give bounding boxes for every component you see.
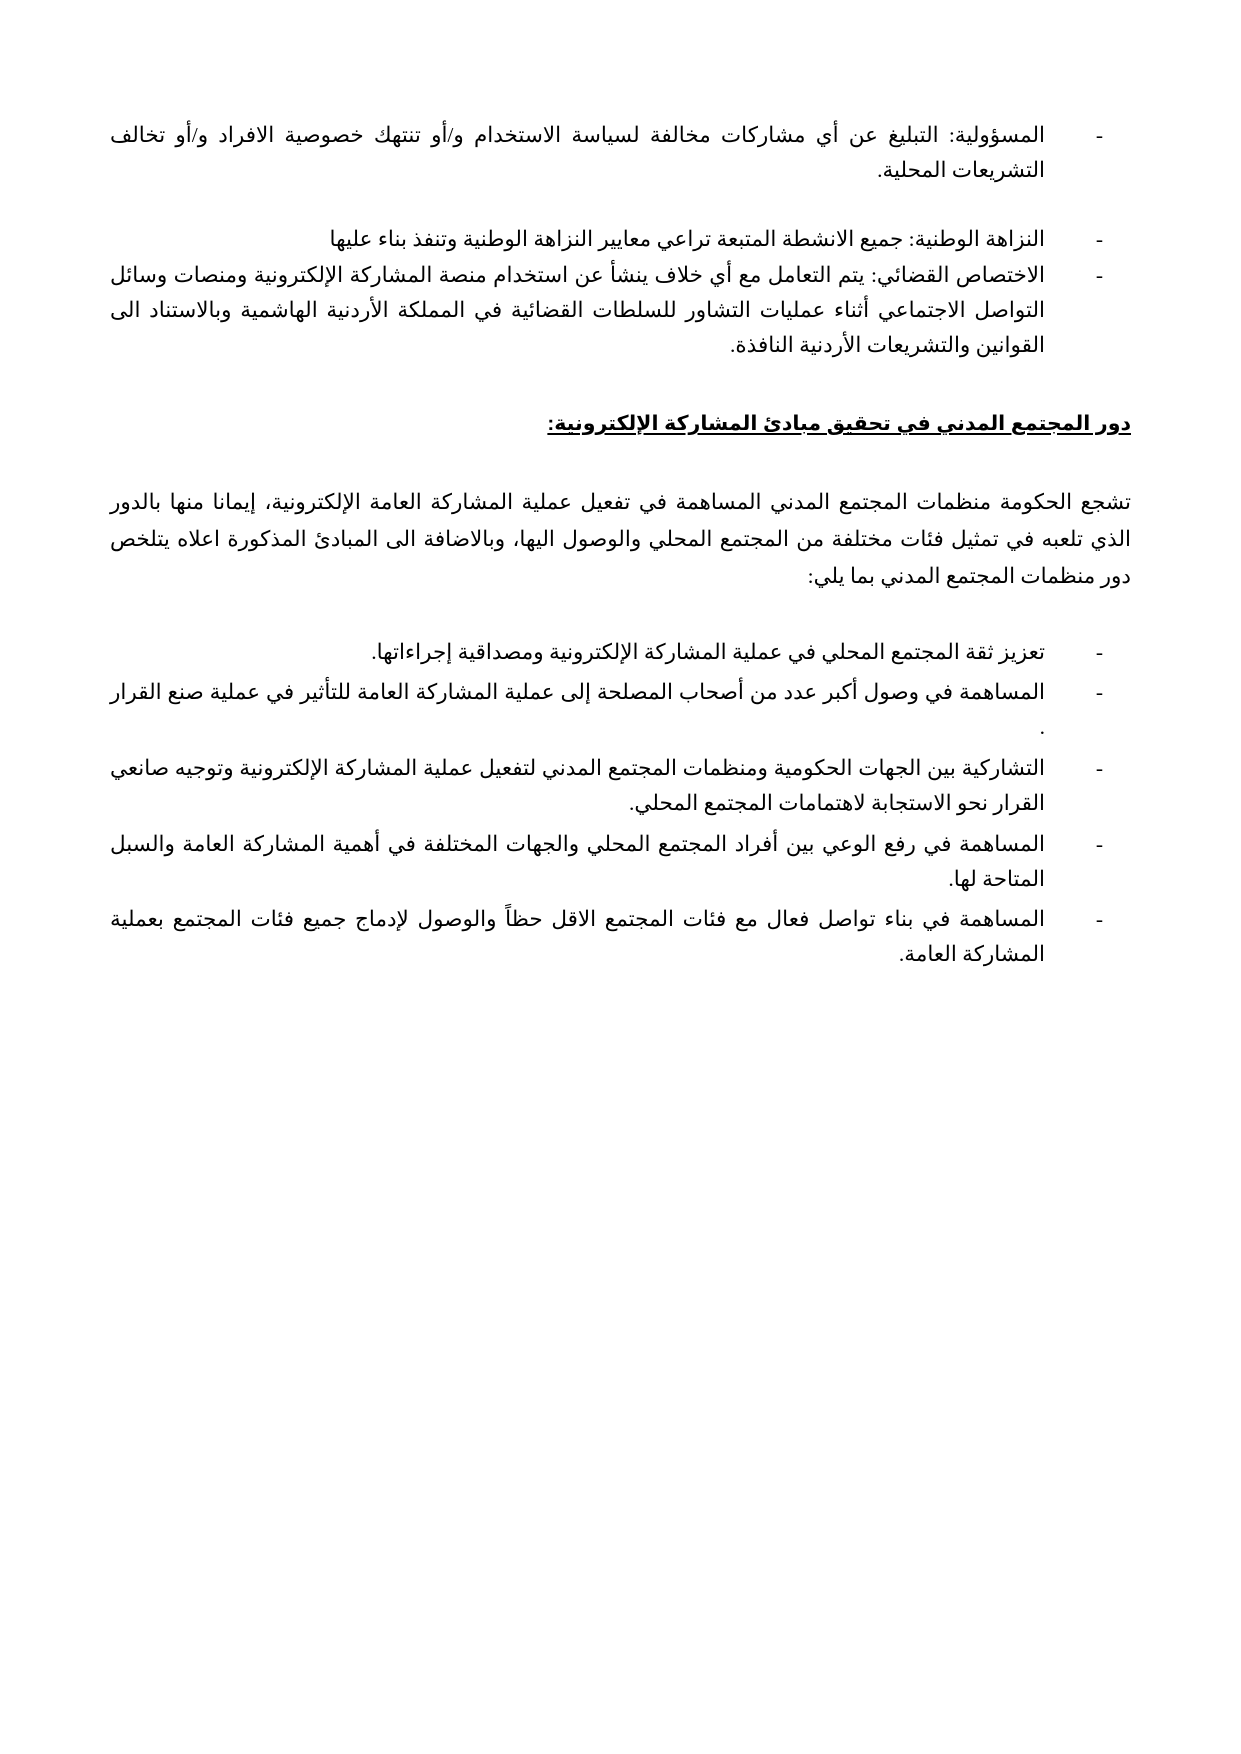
list-item [110,258,1131,362]
list-item-text: المسؤولية: التبليغ عن أي مشاركات مخالفة لسياسة الاستخدام و/أو تنتهك خصوصية الافراد و/أو تخالف التشريعات المحلية. [110,123,1045,182]
list-item [110,751,1131,821]
page-content [110,118,1131,978]
bullet-dash-icon: - [1095,263,1103,288]
bullet-dash-icon: - [1095,831,1103,856]
bullet-dash-icon: - [1095,226,1103,251]
list-item-text: الاختصاص القضائي: يتم التعامل مع أي خلاف ينشأ عن استخدام منصة المشاركة الإلكترونية ومنصات وسائل التواصل الاجتماعي أثناء عمليات التشاور للسلطات القضائية في المملكة الأردنية الهاشمية وبالاستناد الى القوانين والتشريعات الأردنية النافذة. [110,263,1045,358]
responsibility-bullet-list [110,118,1131,363]
section-heading: دور المجتمع المدني في تحقيق مبادئ المشاركة الإلكترونية: [547,411,1131,435]
bullet-dash-icon: - [1095,123,1103,147]
list-item-text: المساهمة في رفع الوعي بين أفراد المجتمع المحلي والجهات المختلفة في أهمية المشاركة العامة والسبل المتاحة لها. [110,831,1045,891]
bullet-dash-icon: - [1095,680,1103,705]
list-item [110,635,1131,670]
bullet-dash-icon: - [1095,756,1103,781]
list-item [110,827,1131,897]
list-item-text: النزاهة الوطنية: جميع الانشطة المتبعة تراعي معايير النزاهة الوطنية وتنفذ بناء عليها [329,226,1045,251]
list-item [110,675,1131,745]
list-item-text: المساهمة في بناء تواصل فعال مع فئات المجتمع الاقل حظاً والوصول لإدماج جميع فئات المجتمع بعملية المشاركة العامة. [110,907,1045,967]
list-item [110,118,1131,188]
list-item-text: تعزيز ثقة المجتمع المحلي في عملية المشاركة الإلكترونية ومصداقية إجراءاتها. [371,639,1045,664]
civil-society-role-bullet-list [110,635,1131,972]
intro-paragraph: تشجع الحكومة منظمات المجتمع المدني المساهمة في تفعيل عملية المشاركة العامة الإلكترونية، إيمانا منها بالدور الذي تلعبه في تمثيل فئات مختلفة من المجتمع المحلي والوصول اليها، وبالاضافة الى المبادئ المذكورة اعلاه يتلخص دور منظمات المجتمع المدني بما يلي: [110,489,1131,588]
bullet-dash-icon: - [1095,907,1103,932]
list-item [110,222,1131,257]
bullet-dash-icon: - [1095,639,1103,664]
list-item-text: المساهمة في وصول أكبر عدد من أصحاب المصلحة إلى عملية المشاركة العامة للتأثير في عملية صنع القرار . [110,680,1045,740]
list-item [110,902,1131,972]
list-item-text: التشاركية بين الجهات الحكومية ومنظمات المجتمع المدني لتفعيل عملية المشاركة الإلكترونية وتوجيه صانعي القرار نحو الاستجابة لاهتمامات المجتمع المحلي. [110,756,1045,815]
